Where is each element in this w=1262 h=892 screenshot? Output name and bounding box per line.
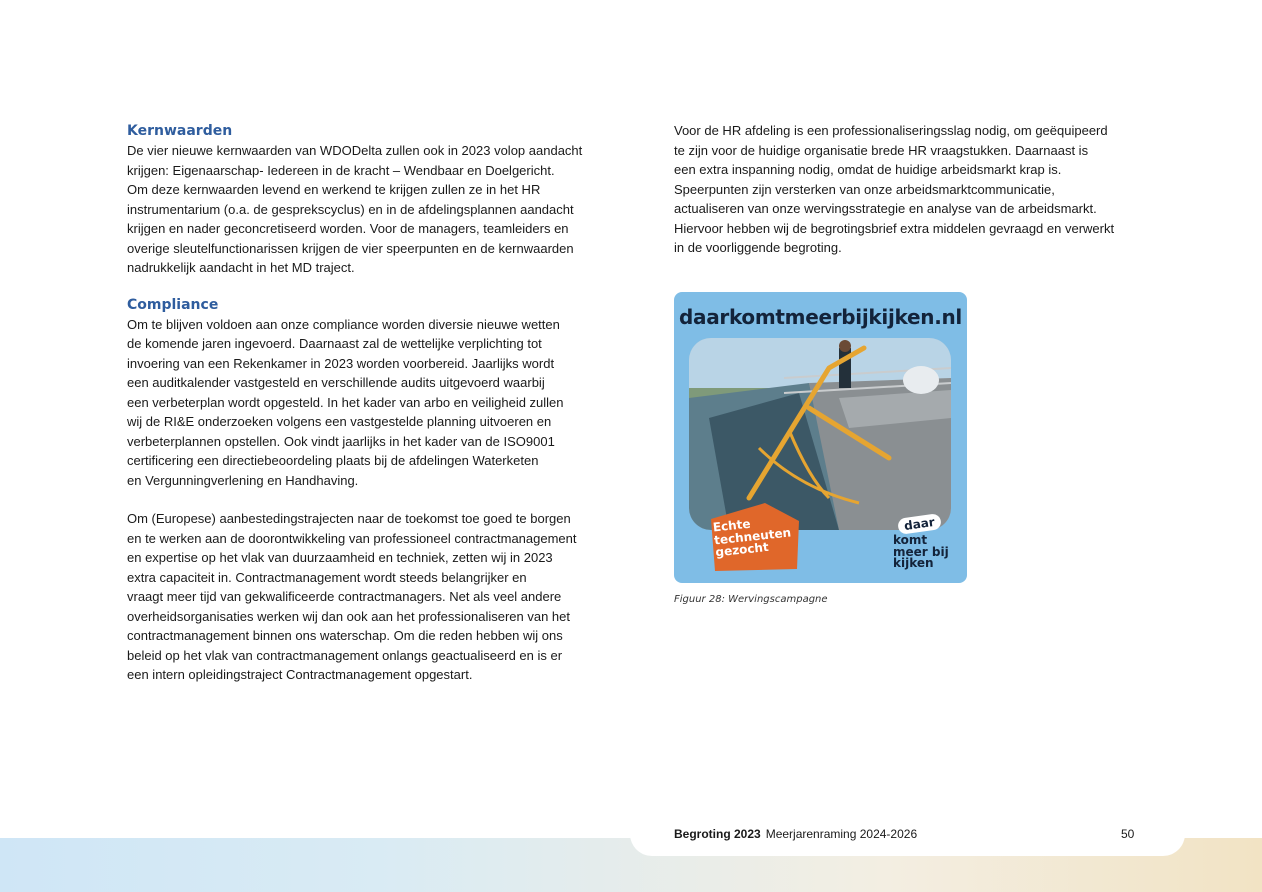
left-column	[127, 121, 597, 685]
paragraph-compliance-2: Om (Europese) aanbestedingstrajecten naar de toekomst toe goed te borgen en te werken aan de doorontwikkeling van professioneel contractmanagement en expertise op het vlak van duurzaamheid en techniek, zetten wij in 2023 extra capaciteit in. Contractmanagement wordt steeds belangrijker en vraagt meer tijd van gekwalificeerde contractmanagers. Net als veel andere overheidsorganisaties werken wij dan ook aan het professionaliseren van het contractmanagement binnen ons waterschap. Om die reden hebben wij ons beleid op het vlak van contractmanagement onlangs geactualiseerd en is er een intern opleidingstraject Contractmanagement opgestart.	[127, 511, 577, 682]
footer-title	[674, 827, 917, 841]
heading-compliance: Compliance	[127, 296, 219, 313]
footer-title-bold: Begroting 2023	[674, 827, 761, 841]
figure-caption: Figuur 28: Wervingscampagne	[674, 594, 828, 605]
campaign-url: daarkomtmeerbijkijken.nl	[678, 305, 962, 329]
paragraph-compliance-1: Om te blijven voldoen aan onze compliance worden diversie nieuwe wetten de komende jaren ingevoerd. Daarnaast zal de wettelijke verplichting tot invoering van een Rekenkamer in 2023 worden voorbereid. Jaarlijks wordt een auditkalender vastgesteld en verschillende audits uitgevoerd waarbij een verbeterplan wordt opgesteld. In het kader van arbo en veiligheid zullen wij de RI&E onderzoeken volgens een vastgestelde planning uitvoeren en verbeterplannen opstellen. Ook vindt jaarlijks in het kader van de ISO9001 certificering een directiebeoordeling plaats bij de afdelingen Waterketen en Vergunningverlening en Handhaving.	[127, 316, 564, 488]
paragraph-kernwaarden: De vier nieuwe kernwaarden van WDODelta zullen ook in 2023 volop aandacht krijgen: Eigenaarschap- Iedereen in de kracht – Wendbaar en Doelgericht. Om deze kernwaarden levend en werkend te krijgen zullen ze in het HR instrumentarium (o.a. de gesprekscyclus) en in de afdelingsplannen aandacht krijgen en nader geconcretiseerd worden. Voor de managers, teamleiders en overige sleutelfunctionarissen krijgen de vier speerpunten en de kernwaarden nadrukkelijk aandacht in het MD traject.	[127, 143, 583, 275]
logo-tagline: komt meer bij kijken	[893, 533, 949, 570]
logo-daar-text: daar	[897, 513, 942, 535]
right-column	[674, 121, 1134, 258]
footer-title-rest: Meerjarenraming 2024-2026	[765, 827, 918, 841]
logo-daar-komt-meer-bij-kijken	[888, 513, 954, 579]
badge-echte-techneuten: Echte techneuten gezocht	[707, 499, 803, 571]
paragraph-hr: Voor de HR afdeling is een professionaliseringsslag nodig, om geëquipeerd te zijn voor de huidige organisatie brede HR vraagstukken. Daarnaast is een extra inspanning nodig, omdat de huidige arbeidsmarkt krap is. Speerpunten zijn versterken van onze arbeidsmarktcommunicatie, actualiseren van onze wervingsstrategie en analyse van de arbeidsmarkt. Hiervoor hebben wij de begrotingsbrief extra middelen gevraagd en verwerkt in de voorliggende begroting.	[674, 123, 1115, 255]
heading-kernwaarden: Kernwaarden	[127, 123, 233, 139]
page-number: 50	[1121, 827, 1135, 841]
campaign-image	[674, 292, 967, 583]
